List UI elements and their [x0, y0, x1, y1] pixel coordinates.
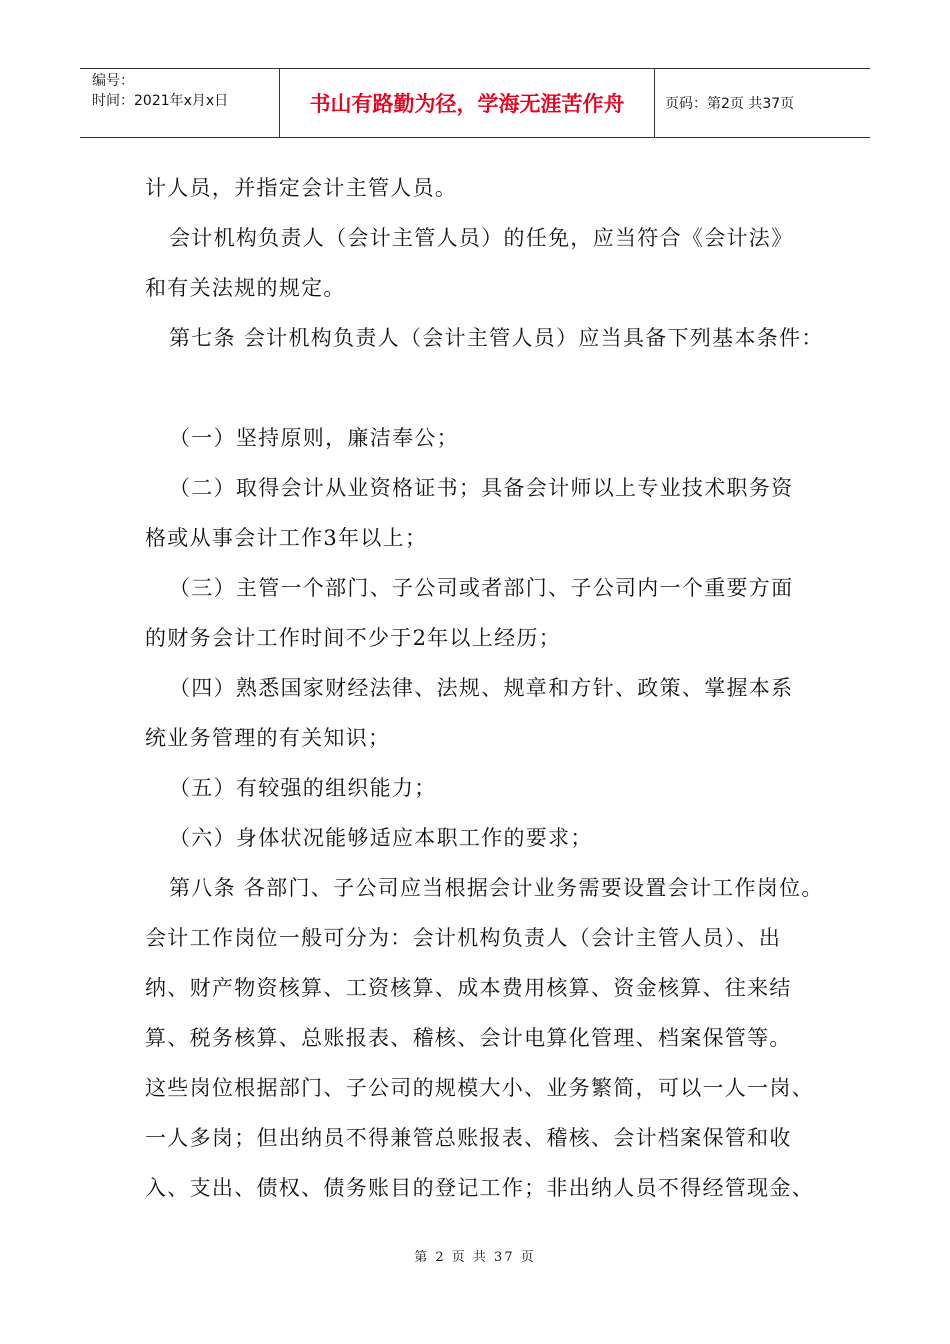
text-line: 一人多岗；但出纳员不得兼管总账报表、稽核、会计档案保管和收 [145, 1126, 792, 1150]
text-line: 这些岗位根据部门、子公司的规模大小、业务繁简，可以一人一岗、 [145, 1076, 814, 1100]
page-footer: 第 2 页 共 37 页 [414, 1250, 536, 1265]
text-line: （五）有较强的组织能力； [169, 776, 437, 800]
text-line: 统业务管理的有关知识； [145, 726, 391, 750]
text-line: 格或从事会计工作3年以上； [145, 526, 428, 550]
text-line: （一）坚持原则，廉洁奉公； [169, 426, 459, 450]
header-meta [80, 69, 280, 137]
text-line: （四）熟悉国家财经法律、法规、规章和方针、政策、掌握本系 [169, 676, 794, 700]
header-motto: 书山有路勤为径，学海无涯苦作舟 [280, 69, 655, 137]
text-line: 第七条 会计机构负责人（会计主管人员）应当具备下列基本条件： [169, 326, 824, 350]
text-line: 第八条 各部门、子公司应当根据会计业务需要设置会计工作岗位。 [169, 876, 824, 900]
text-line: 和有关法规的规定。 [145, 276, 346, 300]
document-number-label: 编号： [92, 73, 134, 89]
text-line: 算、税务核算、总账报表、稽核、会计电算化管理、档案保管等。 [145, 1026, 792, 1050]
header-page-info: 页码：第2页 共37页 [665, 96, 795, 112]
text-line: （二）取得会计从业资格证书；具备会计师以上专业技术职务资 [169, 476, 794, 500]
text-line: 的财务会计工作时间不少于2年以上经历； [145, 626, 562, 650]
text-line: 计人员，并指定会计主管人员。 [145, 176, 458, 200]
document-date: 时间：2021年x月x日 [92, 93, 229, 109]
page-header [80, 68, 870, 138]
text-line: （三）主管一个部门、子公司或者部门、子公司内一个重要方面 [169, 576, 794, 600]
text-line: （六）身体状况能够适应本职工作的要求； [169, 826, 593, 850]
text-line: 入、支出、债权、债务账目的登记工作；非出纳人员不得经管现金、 [145, 1176, 814, 1200]
text-line: 会计机构负责人（会计主管人员）的任免，应当符合《会计法》 [169, 226, 794, 250]
text-line: 会计工作岗位一般可分为：会计机构负责人（会计主管人员）、出 [145, 926, 782, 950]
text-line: 纳、财产物资核算、工资核算、成本费用核算、资金核算、往来结 [145, 976, 792, 1000]
